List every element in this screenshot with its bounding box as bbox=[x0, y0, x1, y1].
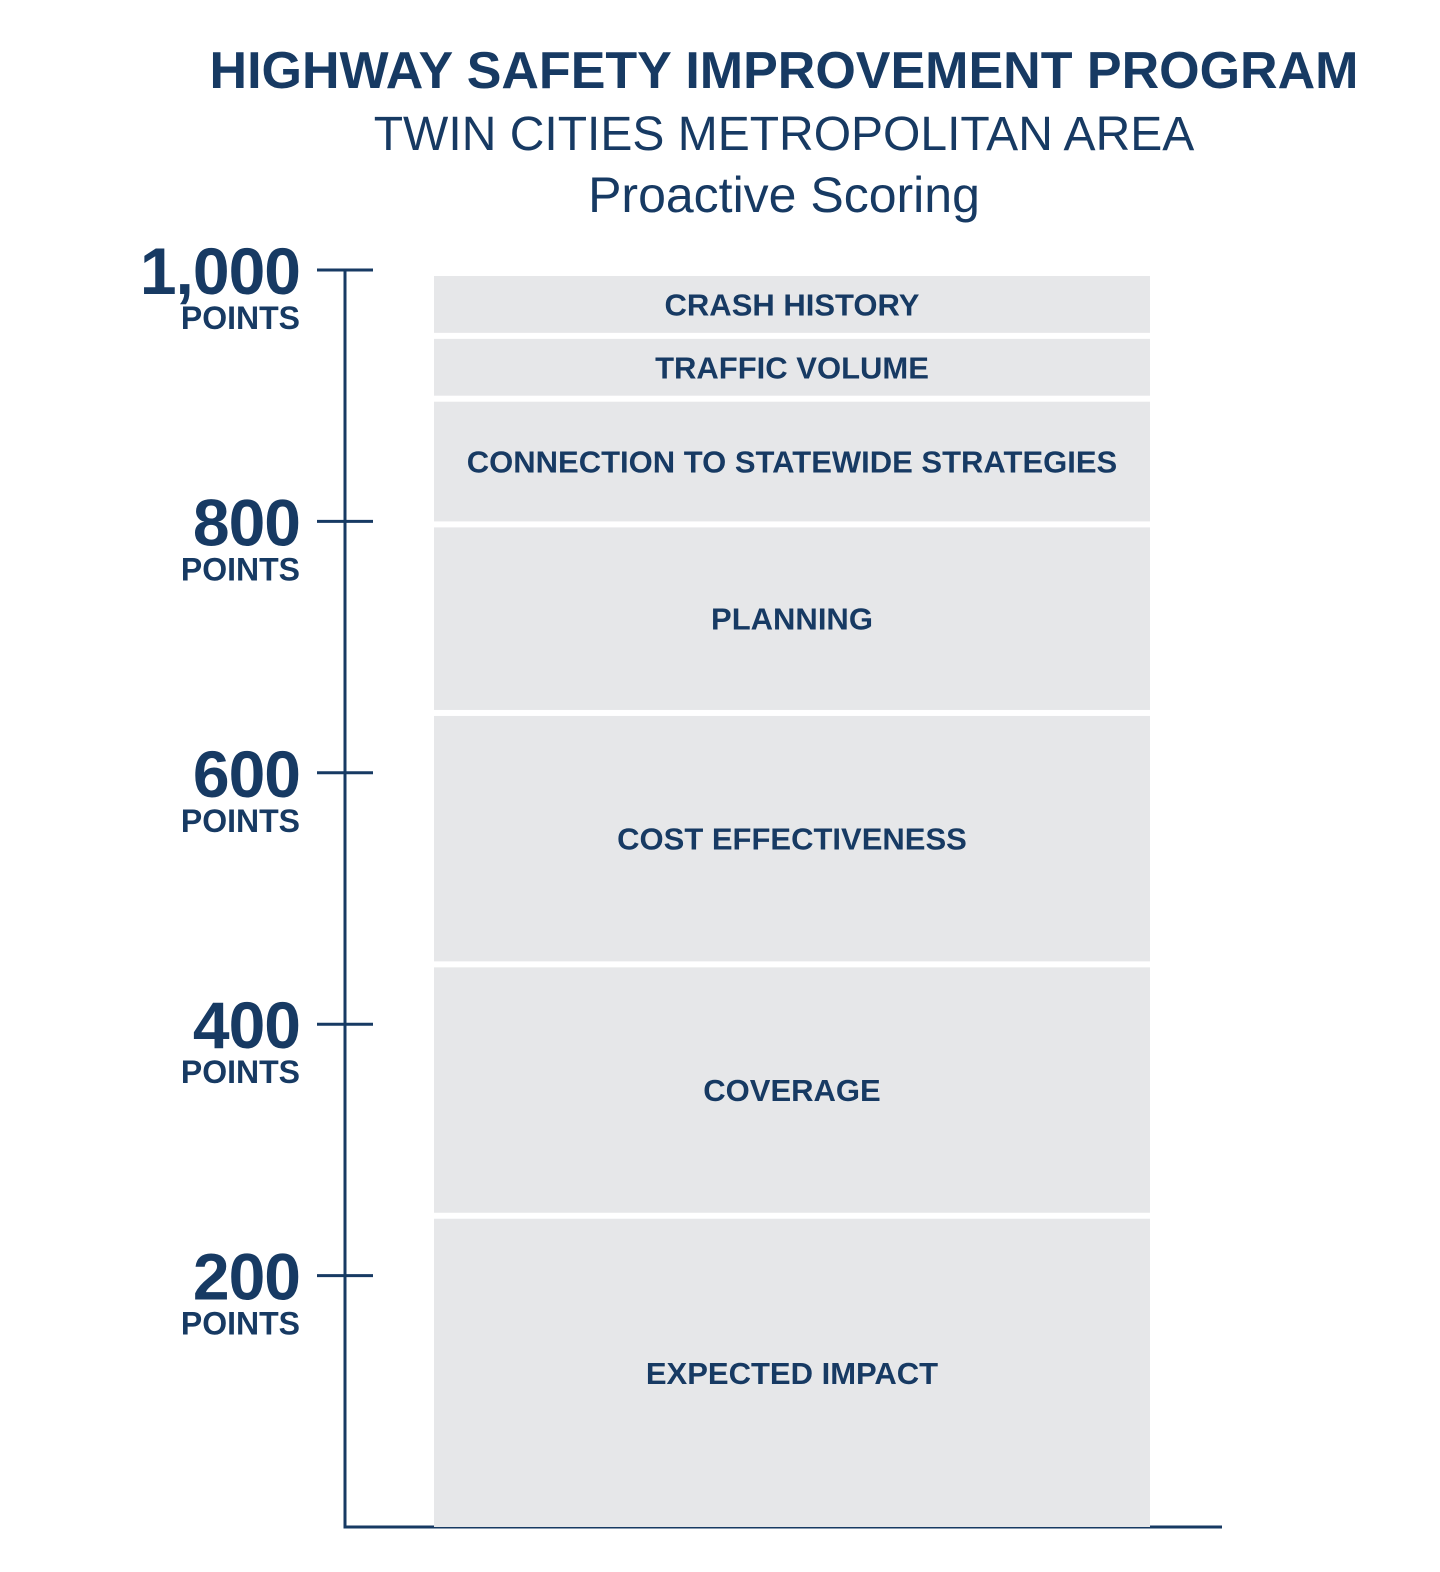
segments-group bbox=[434, 276, 1150, 1527]
y-tick-label: 600 bbox=[192, 736, 300, 811]
segment-label: CRASH HISTORY bbox=[664, 287, 920, 323]
y-tick-label: 800 bbox=[192, 485, 300, 560]
title-group bbox=[210, 42, 1359, 223]
y-tick-unit: POINTS bbox=[180, 802, 300, 839]
y-tick-unit: POINTS bbox=[180, 1305, 300, 1342]
chart-title: HIGHWAY SAFETY IMPROVEMENT PROGRAM bbox=[209, 42, 1359, 100]
y-tick-label: 200 bbox=[192, 1239, 300, 1314]
segment-label: COVERAGE bbox=[703, 1073, 881, 1109]
segment-label: TRAFFIC VOLUME bbox=[655, 350, 929, 386]
y-tick-label: 1,000 bbox=[139, 234, 300, 308]
y-tick-unit: POINTS bbox=[180, 300, 300, 336]
segment-label: COST EFFECTIVENESS bbox=[617, 821, 967, 857]
y-tick-unit: POINTS bbox=[180, 551, 300, 588]
y-tick-unit: POINTS bbox=[180, 1054, 300, 1091]
chart-subtitle: TWIN CITIES METROPOLITAN AREA bbox=[373, 108, 1195, 161]
segment-label: EXPECTED IMPACT bbox=[645, 1355, 939, 1391]
chart-subtitle-2: Proactive Scoring bbox=[588, 167, 980, 223]
segment-label: PLANNING bbox=[711, 601, 873, 637]
y-tick-label: 400 bbox=[192, 988, 300, 1063]
segment-label: CONNECTION TO STATEWIDE STRATEGIES bbox=[466, 444, 1118, 480]
